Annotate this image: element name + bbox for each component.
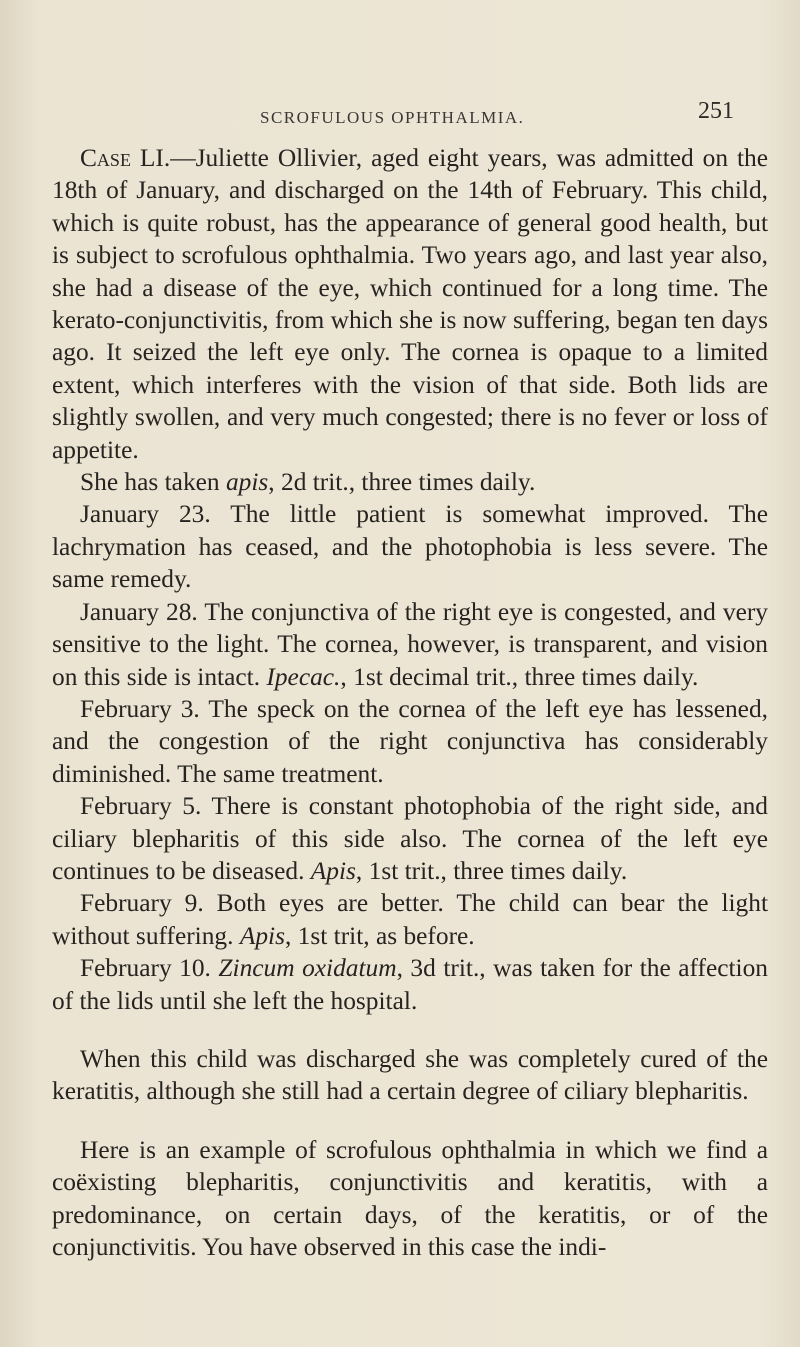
running-title: SCROFULOUS OPHTHALMIA. xyxy=(260,108,525,127)
case-label: Case LI. xyxy=(80,144,171,172)
remedy-name: Ipecac. xyxy=(266,662,341,691)
case-paragraph xyxy=(52,142,768,466)
text-run: , 2d trit., three times daily. xyxy=(268,468,536,497)
entry-february-3: February 3. The speck on the cornea of the left eye has lessened, and the congestion of the right conjunctiva has considerably diminished. The same treatment. xyxy=(52,694,768,788)
case-intro: —Juliette Ollivier, aged eight years, was admitted on the 18th of January, and discharged on the 14th of February. This child, which is quite robust, has the appearance of general good health, but is subject to scrofulous ophthalmia. Two years ago, and last year also, she had a disease of the eye, which continued for a long time. The kerato-conjunctivitis, from which she is now suffering, began ten days ago. It seized the left eye only. The cornea is opaque to a limited extent, which interferes with the vision of that side. Both lids are slightly swollen, and very much congested; there is no fever or loss of appetite. xyxy=(52,144,768,464)
entry-january-28 xyxy=(52,596,768,693)
remedy-name: apis xyxy=(225,468,269,497)
text-run: , 1st decimal trit., three times daily. xyxy=(340,662,699,691)
body-text xyxy=(52,142,768,1263)
entry-january-23: January 23. The little patient is somewhat improved. The lachrymation has ceased, and the photophobia is less severe. The same remedy. xyxy=(52,500,768,594)
commentary-paragraph: Here is an example of scrofulous ophthalmia in which we find a coëxisting blepharitis, conjunctivitis and keratitis, with a predominance, on certain days, of the keratitis, or of the conjunctivitis. You have observed in this case the indi- xyxy=(52,1135,768,1261)
text-run: , 1st trit., three times daily. xyxy=(355,856,628,885)
page-number: 251 xyxy=(698,98,734,124)
entry-february-9 xyxy=(52,887,768,952)
entry-february-10 xyxy=(52,952,768,1017)
text-run: February 10. xyxy=(80,954,219,983)
text-run: , 3d trit., was taken for the affection of the lids until she left the hospital. xyxy=(52,954,769,1015)
remedy-name: Apis xyxy=(310,856,356,885)
entry-february-5 xyxy=(52,790,768,887)
text-run: , 1st trit, as before. xyxy=(284,921,475,950)
discharge-paragraph: When this child was discharged she was completely cured of the keratitis, although she still had a certain degree of ciliary blepharitis. xyxy=(52,1044,768,1106)
text-run: February 5. There is constant photophobia of the right side, and ciliary blepharitis of this side also. The cornea of the left eye continues to be diseased. xyxy=(52,792,768,885)
running-head xyxy=(0,82,800,127)
remedy-name: Zincum oxidatum xyxy=(218,954,397,983)
remedy-name: Apis xyxy=(239,921,285,950)
text-run: February 9. Both eyes are better. The child can bear the light without suffering. xyxy=(52,889,768,950)
text-run: January 28. The conjunctiva of the right eye is congested, and very sensitive to the light. The cornea, however, is transparent, and vision on this side is intact. xyxy=(52,597,768,691)
text-run: She has taken xyxy=(80,468,226,497)
treatment-paragraph xyxy=(52,466,768,498)
